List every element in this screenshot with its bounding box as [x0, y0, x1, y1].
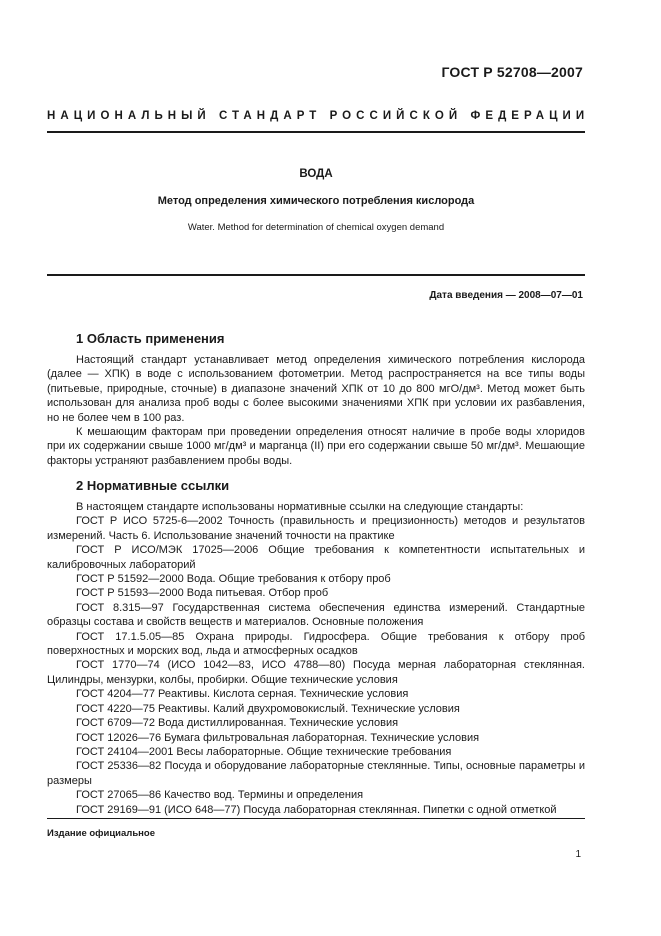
- section-1-body: [47, 353, 585, 468]
- reference-item: ГОСТ Р 51592—2000 Вода. Общие требования к отбору проб: [76, 573, 391, 586]
- reference-item: ГОСТ 24104—2001 Весы лабораторные. Общие технические требования: [76, 745, 452, 758]
- reference-item: ГОСТ Р ИСО/МЭК 17025—2006 Общие требования к компетентности испытательных и калибровочных лабораторий: [47, 544, 585, 571]
- top-divider: [47, 131, 585, 133]
- reference-item: ГОСТ Р 51593—2000 Вода питьевая. Отбор проб: [76, 587, 329, 600]
- english-title: Water. Method for determination of chemical oxygen demand: [187, 222, 445, 233]
- national-standard-banner: НАЦИОНАЛЬНЫЙ СТАНДАРТ РОССИЙСКОЙ ФЕДЕРАЦИИ: [47, 110, 590, 122]
- section-1-paragraph: Настоящий стандарт устанавливает метод определения химического потребления кислорода (далее — ХПК) в воде с использованием фотометрии. Метод распространяется на все типы воды (питьевые, природные, сточные) в диапазоне значений ХПК от 10 до 800 мгО/дм³. Метод может быть использован для анализа проб воды с более высокими значениями ХПК при условии их разбавления, но не более чем в 100 раз.: [47, 354, 585, 424]
- edition-label: Издание официальное: [47, 828, 155, 839]
- reference-item: ГОСТ 8.315—97 Государственная система обеспечения единства измерений. Стандартные образцы состава и свойств веществ и материалов. Основные положения: [47, 601, 585, 629]
- reference-item: ГОСТ 4204—77 Реактивы. Кислота серная. Технические условия: [76, 688, 409, 701]
- reference-item: ГОСТ Р ИСО 5725-6—2002 Точность (правильность и прецизионность) методов и результатов измерений. Часть 6. Использование значений точности на практике: [47, 515, 585, 542]
- section-1-paragraph: К мешающим факторам при проведении определения относят наличие в пробе воды хлоридов при их содержании свыше 1000 мг/дм³ и марганца (II) при его содержании свыше 50 мг/дм³. Мешающие факторы устраняют разбавлением пробы воды.: [47, 426, 585, 467]
- reference-item: ГОСТ 25336—82 Посуда и оборудование лабораторные стеклянные. Типы, основные параметры и размеры: [47, 760, 585, 787]
- page-number: 1: [575, 849, 581, 860]
- section-1-heading: 1 Область применения: [76, 331, 225, 346]
- reference-item: ГОСТ 12026—76 Бумага фильтровальная лабораторная. Технические условия: [76, 731, 480, 744]
- reference-item: ГОСТ 1770—74 (ИСО 1042—83, ИСО 4788—80) Посуда мерная лабораторная стеклянная. Цилиндры, мензурки, колбы, пробирки. Общие технические условия: [47, 659, 585, 686]
- section-2-heading: 2 Нормативные ссылки: [76, 478, 230, 493]
- references-intro: В настоящем стандарте использованы нормативные ссылки на следующие стандарты:: [76, 501, 524, 513]
- normative-references-list: [47, 500, 585, 817]
- document-subtitle: Метод определения химического потребления кислорода: [157, 195, 475, 207]
- reference-item: ГОСТ 17.1.5.05—85 Охрана природы. Гидросфера. Общие требования к отбору проб поверхностных и морских вод, льда и атмосферных осадков: [47, 630, 585, 658]
- gost-code: ГОСТ Р 52708—2007: [441, 64, 583, 80]
- footer-divider: [47, 818, 585, 819]
- document-title: ВОДА: [299, 168, 333, 180]
- reference-item: ГОСТ 29169—91 (ИСО 648—77) Посуда лабораторная стеклянная. Пипетки с одной отметкой: [76, 803, 557, 816]
- reference-item: ГОСТ 4220—75 Реактивы. Калий двухромовокислый. Технические условия: [76, 702, 460, 715]
- reference-item: ГОСТ 27065—86 Качество вод. Термины и определения: [76, 789, 364, 802]
- title-divider: [47, 274, 585, 276]
- effective-date: Дата введения — 2008—07—01: [429, 290, 583, 301]
- reference-item: ГОСТ 6709—72 Вода дистиллированная. Технические условия: [76, 717, 399, 730]
